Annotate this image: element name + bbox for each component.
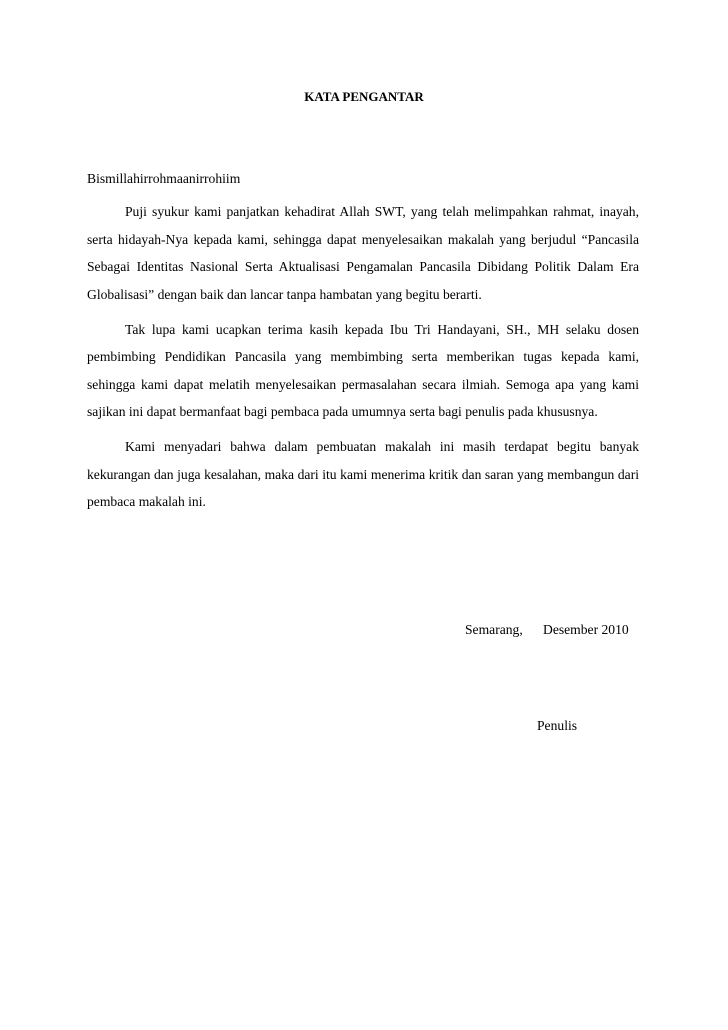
signature-date: Desember 2010 [543, 622, 629, 637]
signature-place: Semarang, [465, 622, 523, 637]
signature-signer: Penulis [537, 718, 578, 733]
opening-greeting: Bismillahirrohmaanirrohiim [87, 171, 241, 186]
paragraph-closing: Kami menyadari bahwa dalam pembuatan makalah ini masih terdapat begitu banyak kekurangan dan juga kesalahan, maka dari itu kami menerima kritik dan saran yang membangun dari pembaca makalah ini. [87, 439, 639, 509]
document-body [87, 198, 639, 523]
paragraph-gratitude: Puji syukur kami panjatkan kehadirat Allah SWT, yang telah melimpahkan rahmat, inayah, serta hidayah-Nya kepada kami, sehingga dapat menyelesaikan makalah yang berjudul “Pancasila Sebagai Identitas Nasional Serta Aktualisasi Pengamalan Pancasila Dibidang Politik Dalam Era Globalisasi” dengan baik dan lancar tanpa hambatan yang begitu berarti. [87, 204, 639, 302]
document-title: KATA PENGANTAR [304, 89, 424, 104]
paragraph-acknowledgement: Tak lupa kami ucapkan terima kasih kepada Ibu Tri Handayani, SH., MH selaku dosen pembimbing Pendidikan Pancasila yang membimbing serta memberikan tugas kepada kami, sehingga kami dapat melatih menyelesaikan permasalahan secara ilmiah. Semoga apa yang kami sajikan ini dapat bermanfaat bagi pembaca pada umumnya serta bagi penulis pada khususnya. [87, 321, 639, 419]
